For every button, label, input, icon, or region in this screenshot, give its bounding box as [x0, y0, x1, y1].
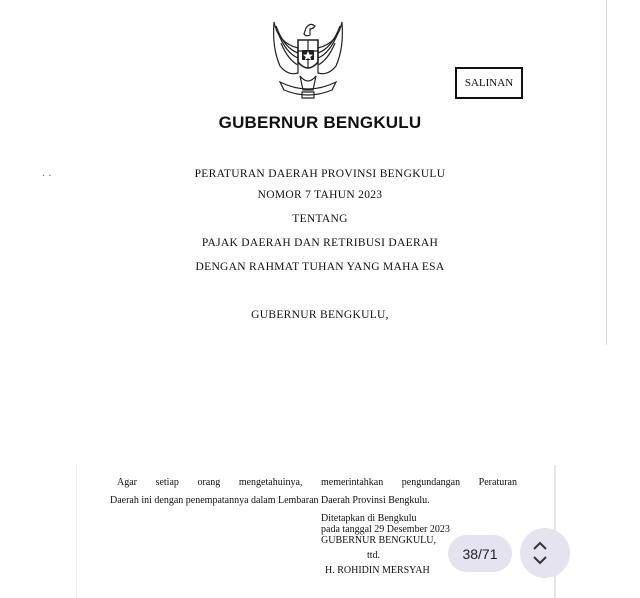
chevron-up-down-icon — [532, 539, 548, 567]
scan-mark: . . — [42, 168, 52, 179]
governor-heading: GUBERNUR BENGKULU, — [251, 309, 389, 321]
signature-title: GUBERNUR BENGKULU, — [321, 535, 436, 546]
regulation-number: NOMOR 7 TAHUN 2023 — [257, 189, 383, 201]
regulation-title: PERATURAN DAERAH PROVINSI BENGKULU — [194, 168, 446, 180]
about-label: TENTANG — [292, 213, 348, 225]
office-heading: GUBERNUR BENGKULU — [218, 113, 422, 132]
document-page-2 — [76, 465, 556, 598]
page-indicator[interactable]: 38/71 — [448, 535, 512, 572]
signature-place: Ditetapkan di Bengkulu — [321, 513, 417, 524]
closing-paragraph-line1: Agar setiap orang mengetahuinya, memerintahkan pengundangan Peraturan — [117, 477, 517, 488]
garuda-emblem-icon — [268, 18, 348, 104]
closing-paragraph-line2: Daerah ini dengan penempatannya dalam Lembaran Daerah Provinsi Bengkulu. — [110, 495, 430, 506]
signatory-name: H. ROHIDIN MERSYAH — [325, 565, 430, 576]
regulation-subject: PAJAK DAERAH DAN RETRIBUSI DAERAH — [201, 237, 439, 249]
salinan-stamp: SALINAN — [455, 67, 523, 99]
signature-date: pada tanggal 29 Desember 2023 — [321, 524, 450, 535]
signature-ttd: ttd. — [367, 550, 381, 561]
page-nav-button[interactable] — [520, 528, 570, 578]
preamble: DENGAN RAHMAT TUHAN YANG MAHA ESA — [195, 261, 445, 273]
